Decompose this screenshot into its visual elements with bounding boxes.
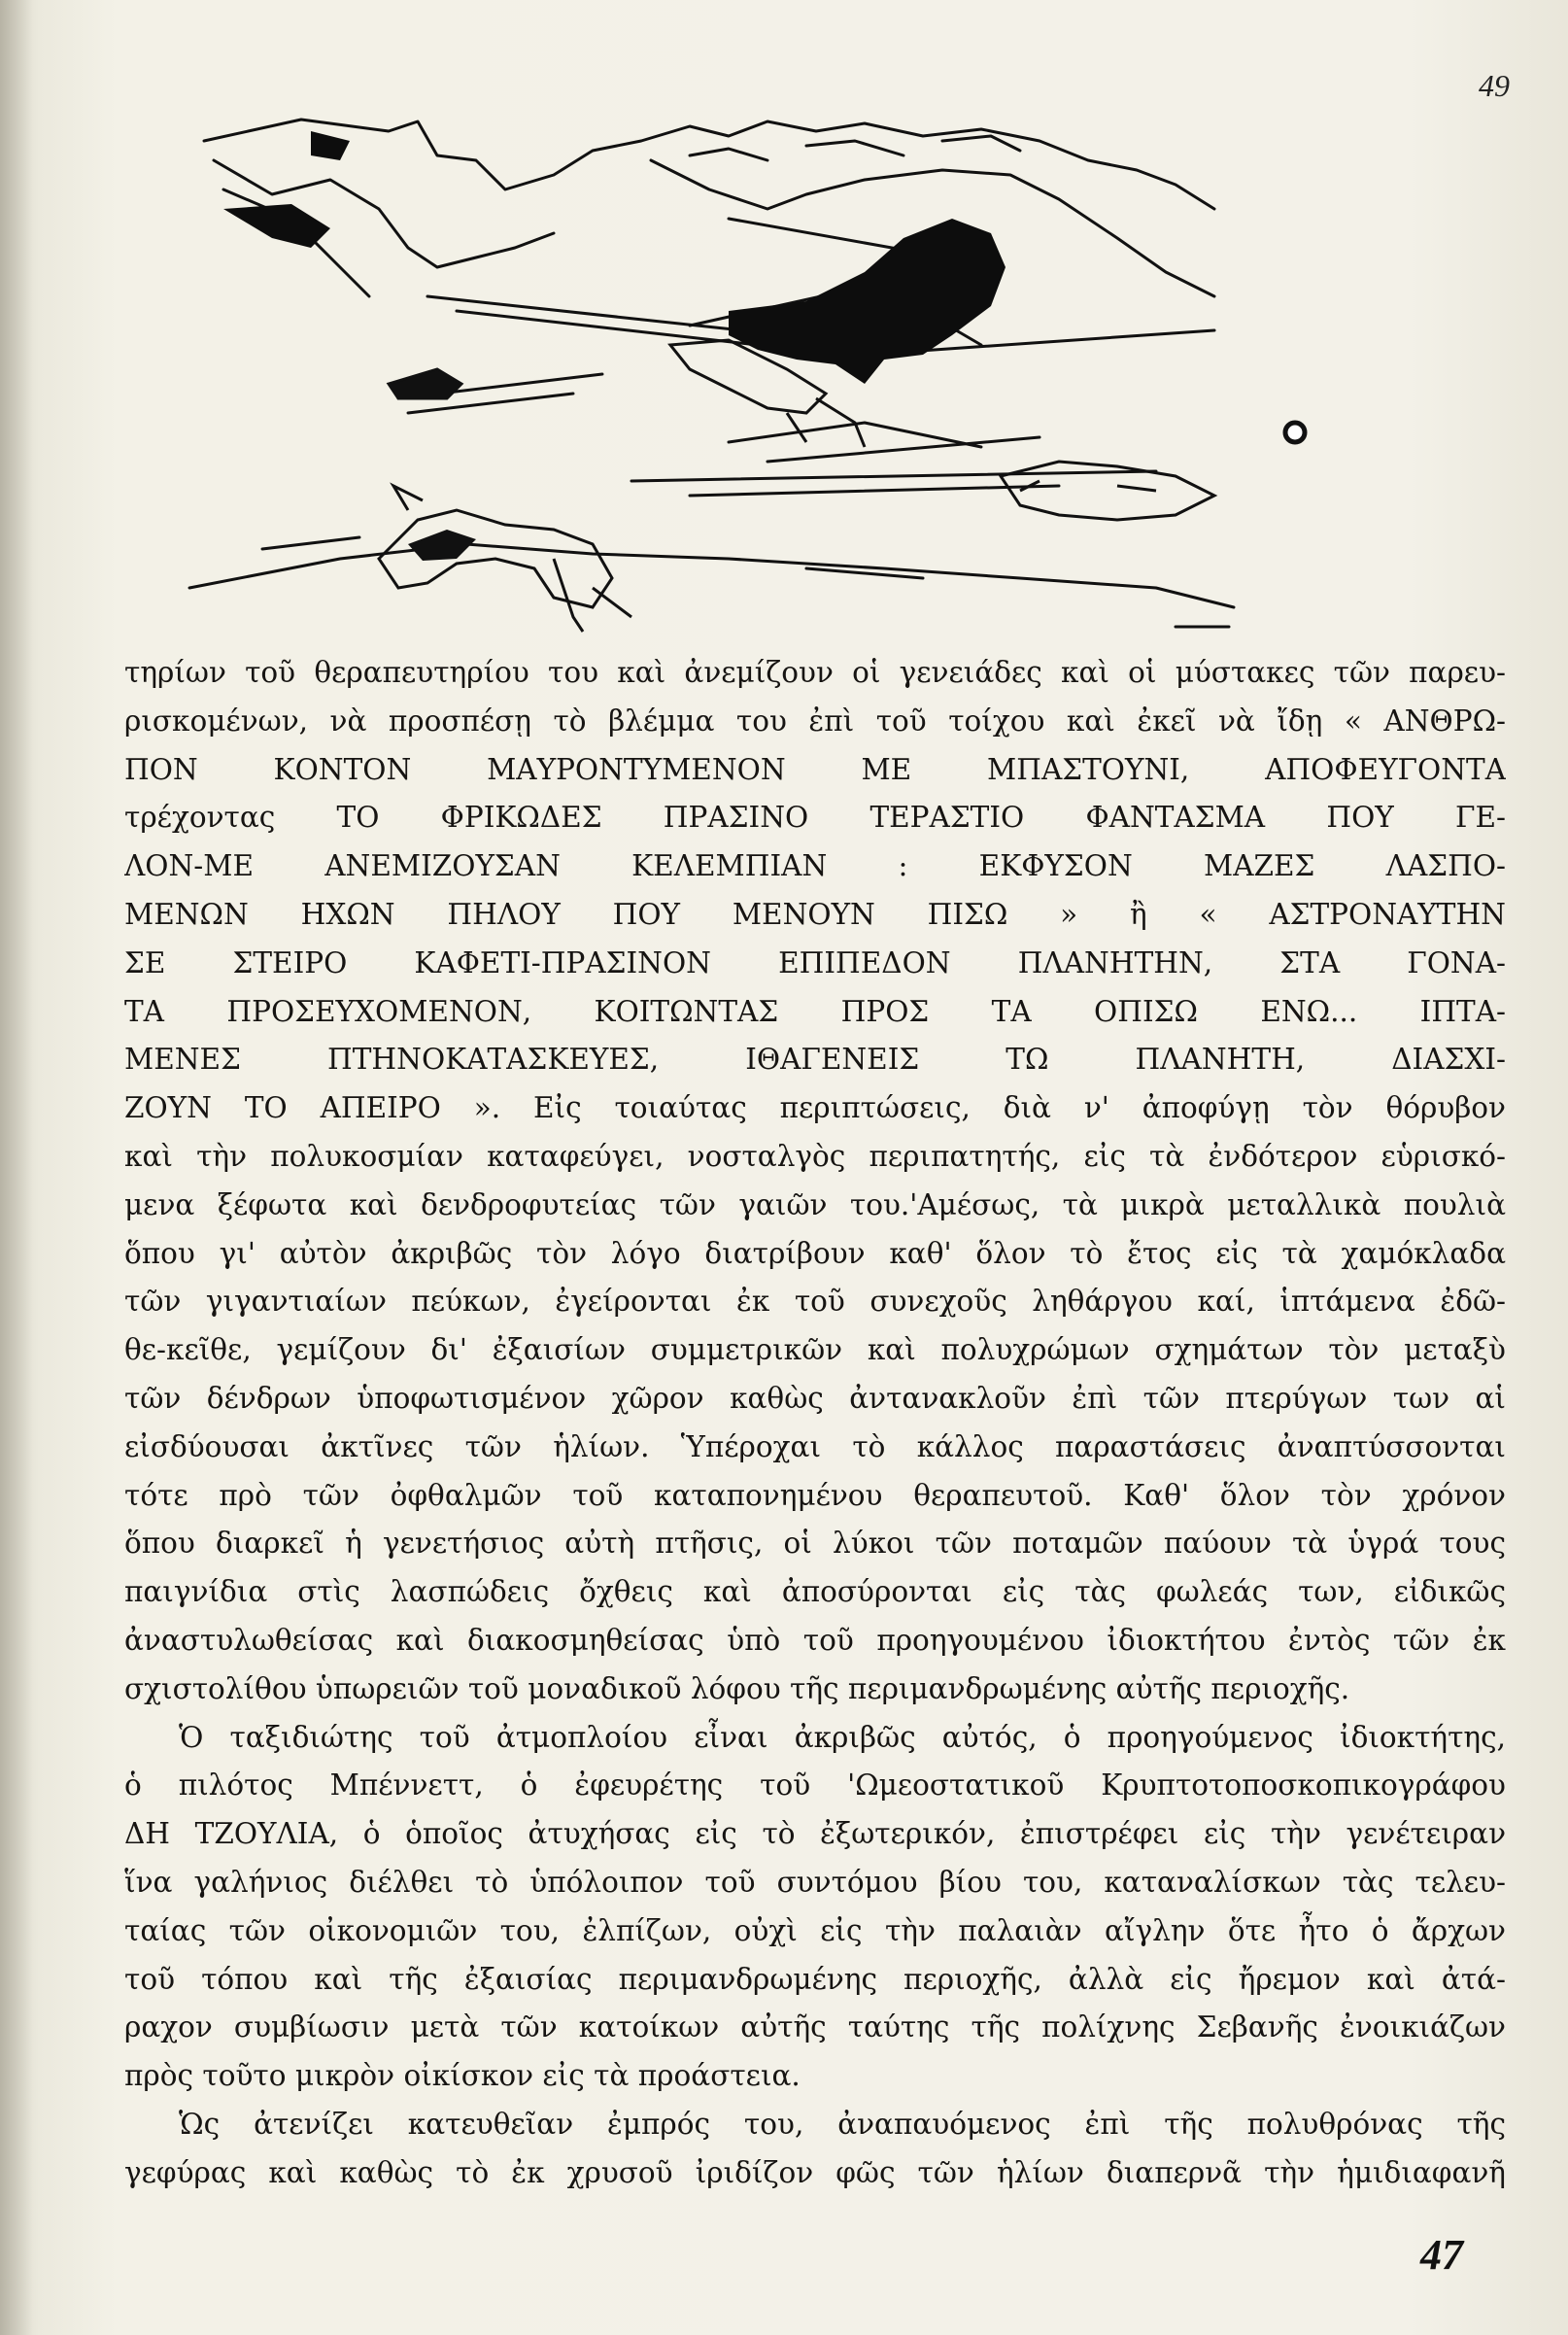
header-page-number: 49: [1479, 68, 1510, 103]
text-line: ραχον συμβίωσιν μετὰ τῶν κατοίκων αὐτῆς ταύτης τῆς πολίχνης Σεβανῆς ἐνοικιάζων: [124, 2010, 1506, 2044]
text-line: ρισκομένων, νὰ προσπέσῃ τὸ βλέμμα του ἐπὶ τοῦ τοίχου καὶ ἐκεῖ νὰ ἴδῃ « ΑΝΘΡΩ-: [124, 704, 1506, 738]
page-fold-shadow: [0, 0, 33, 2335]
horizon-line: [189, 544, 1234, 607]
text-line: ΣΕ ΣΤΕΙΡΟ ΚΑΦΕΤΙ-ΠΡΑΣΙΝΟΝ ΕΠΙΠΕΔΟΝ ΠΛΑΝΗΤΗΝ, ΣΤΑ ΓΟΝΑ-: [124, 945, 1506, 979]
text-line: ΖΟΥΝ ΤΟ ΑΠΕΙΡΟ ». Εἰς τοιαύτας περιπτώσεις, διὰ ν' ἀποφύγῃ τὸν θόρυβον: [124, 1091, 1506, 1125]
text-line: τοῦ τόπου καὶ τῆς ἐξαισίας περιμανδρωμένης περιοχῆς, ἀλλὰ εἰς ἤρεμον καὶ ἀτά-: [124, 1962, 1506, 1996]
text-line: ὅπου διαρκεῖ ἡ γενετήσιος αὐτὴ πτῆσις, οἱ λύκοι τῶν ποταμῶν παύουν τὰ ὑγρά τους: [124, 1527, 1506, 1561]
ink-illustration: [185, 102, 1331, 641]
lower-right-creature: [1001, 462, 1214, 520]
black-flying-figure: [223, 131, 1006, 384]
text-line: ΤΑ ΠΡΟΣΕΥΧΟΜΕΝΟΝ, ΚΟΙΤΩΝΤΑΣ ΠΡΟΣ ΤΑ ΟΠΙΣΩ ΕΝΩ... ΙΠΤΑ-: [124, 994, 1506, 1028]
text-line: ΛΟΝ-ΜΕ ΑΝΕΜΙΖΟΥΣΑΝ ΚΕΛΕΜΠΙΑΝ : ΕΚΦΥΣΟΝ ΜΑΖΕΣ ΛΑΣΠΟ-: [124, 849, 1506, 883]
text-line: σχιστολίθου ὑπωρειῶν τοῦ μοναδικοῦ λόφου τῆς περιμανδρωμένης αὐτῆς περιοχῆς.: [124, 1671, 1350, 1705]
text-line: ταίας τῶν οἰκονομιῶν του, ἐλπίζων, οὐχὶ εἰς τὴν παλαιὰν αἴγλην ὅτε ἦτο ὁ ἄρχων: [124, 1913, 1506, 1947]
text-line: τῶν δένδρων ὑποφωτισμένον χῶρον καθὼς ἀντανακλοῦν ἐπὶ τῶν πτερύγων των αἱ: [124, 1381, 1506, 1415]
text-line: τότε πρὸ τῶν ὀφθαλμῶν τοῦ καταπονημένου θεραπευτοῦ. Καθ' ὅλον τὸν χρόνον: [124, 1478, 1506, 1512]
text-line: τῶν γιγαντιαίων πεύκων, ἐγείρονται ἐκ τοῦ συνεχοῦς ληθάργου καί, ἱπτάμενα ἐδῶ-: [124, 1285, 1506, 1319]
text-line: γεφύρας καὶ καθὼς τὸ ἐκ χρυσοῦ ἰριδίζον φῶς τῶν ἡλίων διαπερνᾶ τὴν ἡμιδιαφανῆ: [124, 2155, 1506, 2189]
text-line: πρὸς τοῦτο μικρὸν οἰκίσκον εἰς τὰ προάστεια.: [124, 2059, 801, 2093]
text-line: θε-κεῖθε, γεμίζουν δι' ἐξαισίων συμμετρικῶν καὶ πολυχρώμων σχημάτων τὸν μεταξὺ: [124, 1333, 1506, 1367]
text-line: Ὁ ταξιδιώτης τοῦ ἀτμοπλοίου εἶναι ἀκριβῶς αὐτός, ὁ προηγούμενος ἰδιοκτήτης,: [179, 1720, 1506, 1754]
text-line: τρέχοντας ΤΟ ΦΡΙΚΩΔΕΣ ΠΡΑΣΙΝΟ ΤΕΡΑΣΤΙΟ ΦΑΝΤΑΣΜΑ ΠΟΥ ΓΕ-: [124, 801, 1506, 835]
text-line: ὅπου γι' αὐτὸν ἀκριβῶς τὸν λόγο διατρίβουν καθ' ὅλον τὸ ἔτος εἰς τὰ χαμόκλαδα: [124, 1236, 1506, 1270]
crouching-figure-shadow: [408, 530, 476, 561]
text-line: μενα ξέφωτα καὶ δενδροφυτείας τῶν γαιῶν του.'Αμέσως, τὰ μικρὰ μεταλλικὰ πουλιὰ: [124, 1187, 1506, 1221]
footer-page-number: 47: [1420, 2231, 1463, 2279]
comet-figure: [389, 369, 461, 398]
text-line: ΜΕΝΩΝ ΗΧΩΝ ΠΗΛΟΥ ΠΟΥ ΜΕΝΟΥΝ ΠΙΣΩ » ἢ « ΑΣΤΡΟΝΑΥΤΗΝ: [124, 897, 1506, 931]
text-line: ΔΗ ΤΖΟΥΛΙΑ, ὁ ὁποῖος ἀτυχήσας εἰς τὸ ἐξωτερικόν, ἐπιστρέφει εἰς τὴν γενέτειραν: [124, 1817, 1506, 1851]
text-line: ὁ πιλότος Μπέννεττ, ὁ ἐφευρέτης τοῦ 'Ωμεοστατικοῦ Κρυπτοτοποσκοπικογράφου: [124, 1768, 1506, 1803]
text-line: ἵνα γαλήνιος διέλθει τὸ ὑπόλοιπον τοῦ συντόμου βίου του, καταναλίσκων τὰς τελευ-: [124, 1865, 1506, 1899]
text-line: Ὡς ἀτενίζει κατευθεῖαν ἐμπρός του, ἀναπαυόμενος ἐπὶ τῆς πολυθρόνας τῆς: [179, 2107, 1506, 2141]
crouching-figure: [379, 486, 631, 632]
ball: [1285, 423, 1305, 442]
text-line: ἀναστυλωθείσας καὶ διακοσμηθείσας ὑπὸ τοῦ προηγουμένου ἰδιοκτήτου ἐντὸς τῶν ἐκ: [124, 1623, 1506, 1657]
text-line: τηρίων τοῦ θεραπευτηρίου του καὶ ἀνεμίζουν οἱ γενειάδες καὶ οἱ μύστακες τῶν παρευ-: [124, 656, 1506, 689]
body-text: [124, 649, 1506, 2198]
text-line: εἰσδύουσαι ἀκτῖνες τῶν ἡλίων. Ὑπέροχαι τὸ κάλλος παραστάσεις ἀναπτύσσονται: [124, 1429, 1506, 1463]
text-line: καὶ τὴν πολυκοσμίαν καταφεύγει, νοσταλγὸς περιπατητής, εἰς τὰ ἐνδότερον εὑρισκό-: [124, 1139, 1506, 1173]
text-line: παιγνίδια στὶς λασπώδεις ὄχθεις καὶ ἀποσύρονται εἰς τὰς φωλεάς των, εἰδικῶς: [124, 1575, 1506, 1609]
text-line: ΠΟΝ ΚΟΝΤΟΝ ΜΑΥΡΟΝΤΥΜΕΝΟΝ ΜΕ ΜΠΑΣΤΟΥΝΙ, ΑΠΟΦΕΥΓΟΝΤΑ: [124, 752, 1506, 786]
text-line: ΜΕΝΕΣ ΠΤΗΝΟΚΑΤΑΣΚΕΥΕΣ, ΙΘΑΓΕΝΕΙΣ ΤΩ ΠΛΑΝΗΤΗ, ΔΙΑΣΧΙ-: [124, 1043, 1506, 1077]
